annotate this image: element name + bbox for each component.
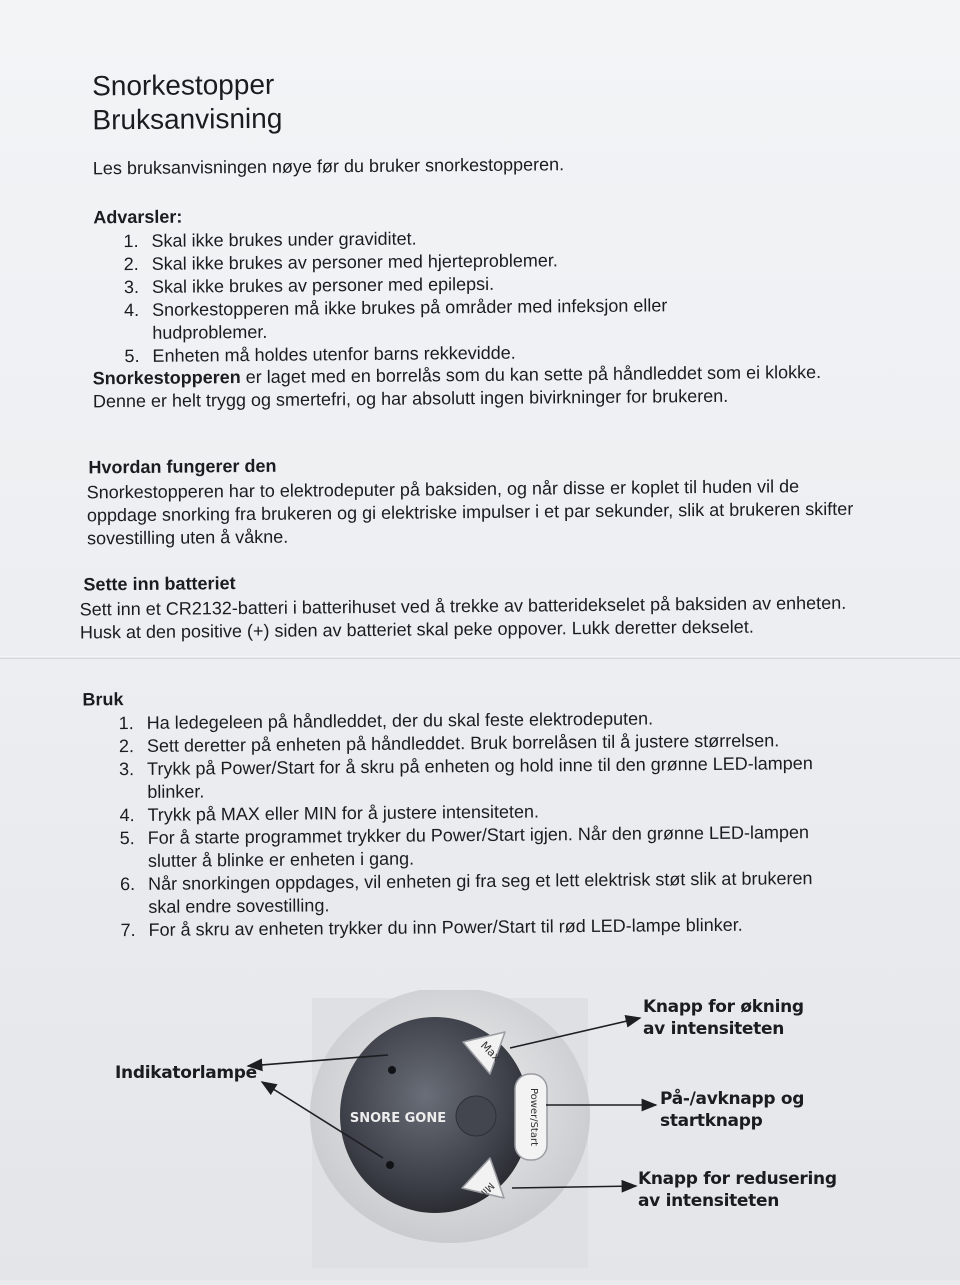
- device-brand: SNORE GONE: [349, 1111, 447, 1126]
- label-indicator: Indikatorlampe: [115, 1063, 257, 1083]
- intro-text: Les bruksanvisningen nøye før du bruker snorkestopperen.: [92, 154, 565, 179]
- how-heading: Hvordan fungerer den: [88, 455, 277, 478]
- label-power: På-/avknapp og startknapp: [660, 1089, 805, 1131]
- svg-text:Max: Max: [477, 1038, 504, 1065]
- center-button: [456, 1096, 496, 1136]
- list-item: 2. Sett deretter på enheten på håndleddet. Bruk borrelåsen til å justere størrelsen.: [118, 730, 780, 757]
- list-item: 3. Trykk på Power/Start for å skru på enheten og hold inne til den grønne LED-lampen blinker.: [119, 753, 813, 802]
- list-item: 1. Ha ledegeleen på håndleddet, der du skal feste elektrodeputen.: [118, 708, 654, 734]
- battery-heading: Sette inn batteriet: [83, 573, 236, 595]
- usage-heading: Bruk: [82, 689, 124, 710]
- warnings-list: [123, 225, 764, 369]
- svg-text:Min: Min: [475, 1179, 496, 1200]
- description-lead: Snorkestopperen: [92, 367, 241, 389]
- indicator-led-top: [388, 1066, 396, 1074]
- usage-list: [119, 706, 841, 942]
- label-increase: Knapp for økning av intensiteten: [643, 997, 804, 1039]
- power-start-button: [515, 1074, 547, 1160]
- list-item: 5. For å starte programmet trykker du Power/Start igjen. Når den grønne LED-lampen slutter å blinke er enheten i gang.: [119, 822, 810, 871]
- svg-text:Power/Start: Power/Start: [528, 1087, 539, 1147]
- list-item: 3. Skal ikke brukes av personer med epilepsi.: [123, 273, 495, 298]
- indicator-led-bottom: [386, 1161, 394, 1169]
- label-decrease: Knapp for redusering av intensiteten: [638, 1169, 837, 1211]
- how-paragraph: Snorkestopperen har to elektrodeputer på baksiden, og når disse er koplet til huden vil de oppdage snorking fra brukeren og gi elektriske impulser i et par sekunder, slik at brukeren skifter sovestilling uten å våkne.: [86, 476, 854, 549]
- list-item: 4. Snorkestopperen må ikke brukes på områder med infeksjon eller hudproblemer.: [124, 295, 668, 343]
- list-item: 2. Skal ikke brukes av personer med hjerteproblemer.: [123, 250, 558, 275]
- list-item: 6. Når snorkingen oppdages, vil enheten gi fra seg et lett elektrisk støt slik at brukeren skal endre sovestilling.: [120, 868, 813, 917]
- device-figure: [0, 990, 960, 1280]
- description-paragraph: [93, 361, 853, 414]
- battery-paragraph: Sett inn et CR2132-batteri i batterihuset ved å trekke av batteridekselet på baksiden av enheten. Husk at den positive (+) siden av batteriet skal peke oppover. Lukk deretter dekselet.: [79, 592, 847, 643]
- warnings-heading: Advarsler:: [93, 206, 183, 228]
- description-text: er laget med en borrelås som du kan sette på håndleddet som ei klokke. Denne er helt trygg og smertefri, og har absolutt ingen bivirkninger for brukeren.: [92, 362, 822, 412]
- title-line-2: Bruksanvisning: [92, 102, 283, 136]
- list-item: 1. Skal ikke brukes under graviditet.: [123, 228, 417, 252]
- list-item: 7. For å skru av enheten trykker du inn Power/Start til rød LED-lampe blinker.: [120, 914, 743, 941]
- title-line-1: Snorkestopper: [92, 68, 275, 102]
- list-item: 4. Trykk på MAX eller MIN for å justere intensiteten.: [119, 801, 540, 826]
- document-title: [92, 68, 282, 138]
- list-item: 5. Enheten må holdes utenfor barns rekkevidde.: [124, 342, 516, 367]
